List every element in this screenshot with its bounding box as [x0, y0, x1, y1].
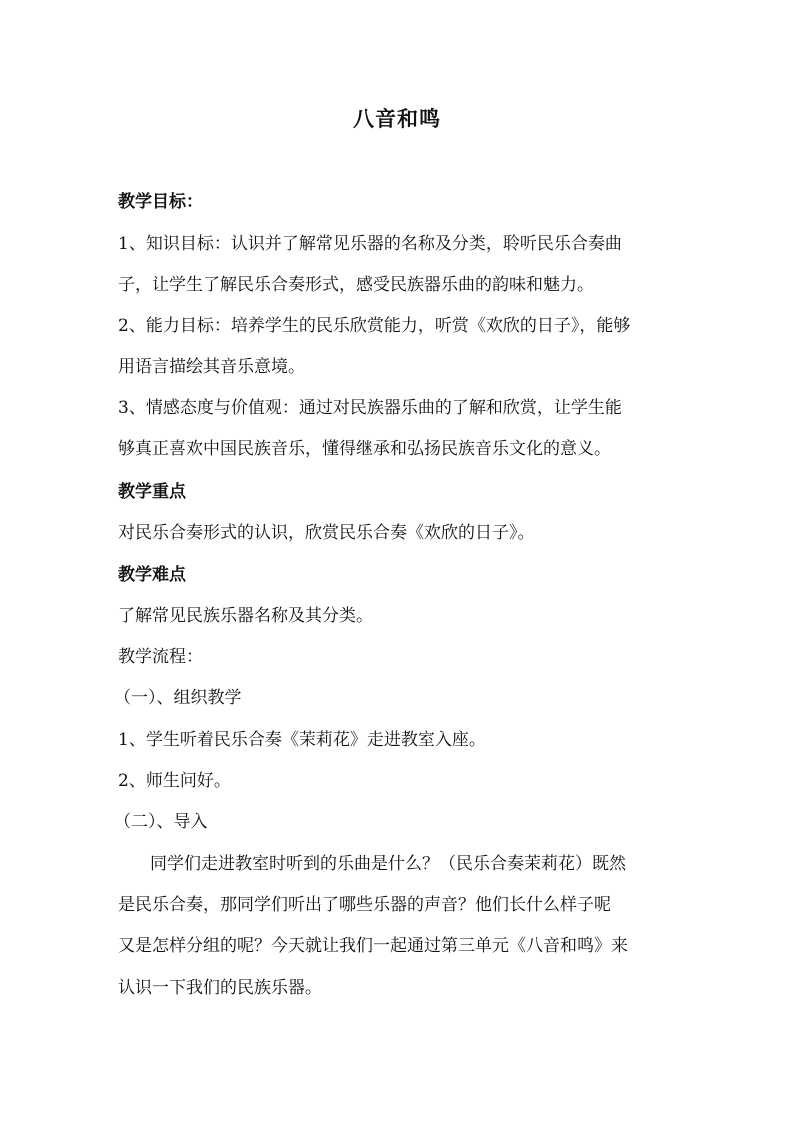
intro-paragraph-line-2: 是民乐合奏，那同学们听出了哪些乐器的声音？他们长什么样子呢 [118, 895, 611, 915]
section-1-step-1: 1、学生听着民乐合奏《茉莉花》走进教室入座。 [118, 730, 486, 750]
document-title: 八音和鸣 [353, 106, 441, 131]
section-1-step-2: 2、师生问好。 [118, 771, 231, 791]
objective-1-line-2: 子，让学生了解民乐合奏形式，感受民族器乐曲的韵味和魅力。 [118, 275, 594, 295]
objective-1-line-1: 1、知识目标：认识并了解常见乐器的名称及分类，聆听民乐合奏曲 [118, 234, 622, 254]
difficulties-text: 了解常见民族乐器名称及其分类。 [118, 606, 373, 626]
intro-paragraph-line-3: 又是怎样分组的呢？今天就让我们一起通过第三单元《八音和鸣》来 [118, 936, 628, 956]
objective-2-line-2: 用语言描绘其音乐意境。 [118, 357, 305, 377]
objective-3-line-2: 够真正喜欢中国民族音乐，懂得继承和弘扬民族音乐文化的意义。 [118, 439, 611, 459]
key-points-text: 对民乐合奏形式的认识，欣赏民乐合奏《欢欣的日子》。 [118, 523, 535, 543]
section-2-heading: （二）、导入 [114, 812, 208, 832]
objective-3-line-1: 3、情感态度与价值观：通过对民族器乐曲的了解和欣赏，让学生能 [118, 398, 622, 418]
objective-2-line-1: 2、能力目标：培养学生的民乐欣赏能力，听赏《欢欣的日子》，能够 [118, 316, 631, 336]
intro-paragraph-line-4: 认识一下我们的民族乐器。 [118, 978, 322, 998]
section-1-heading: （一）、组织教学 [114, 688, 242, 708]
intro-paragraph-line-1: 同学们走进教室时听到的乐曲是什么？（民乐合奏茉莉花）既然 [150, 854, 626, 874]
difficulties-heading: 教学难点 [118, 565, 186, 585]
objectives-heading: 教学目标： [118, 192, 203, 212]
process-heading: 教学流程： [118, 647, 203, 667]
key-points-heading: 教学重点 [118, 482, 186, 502]
